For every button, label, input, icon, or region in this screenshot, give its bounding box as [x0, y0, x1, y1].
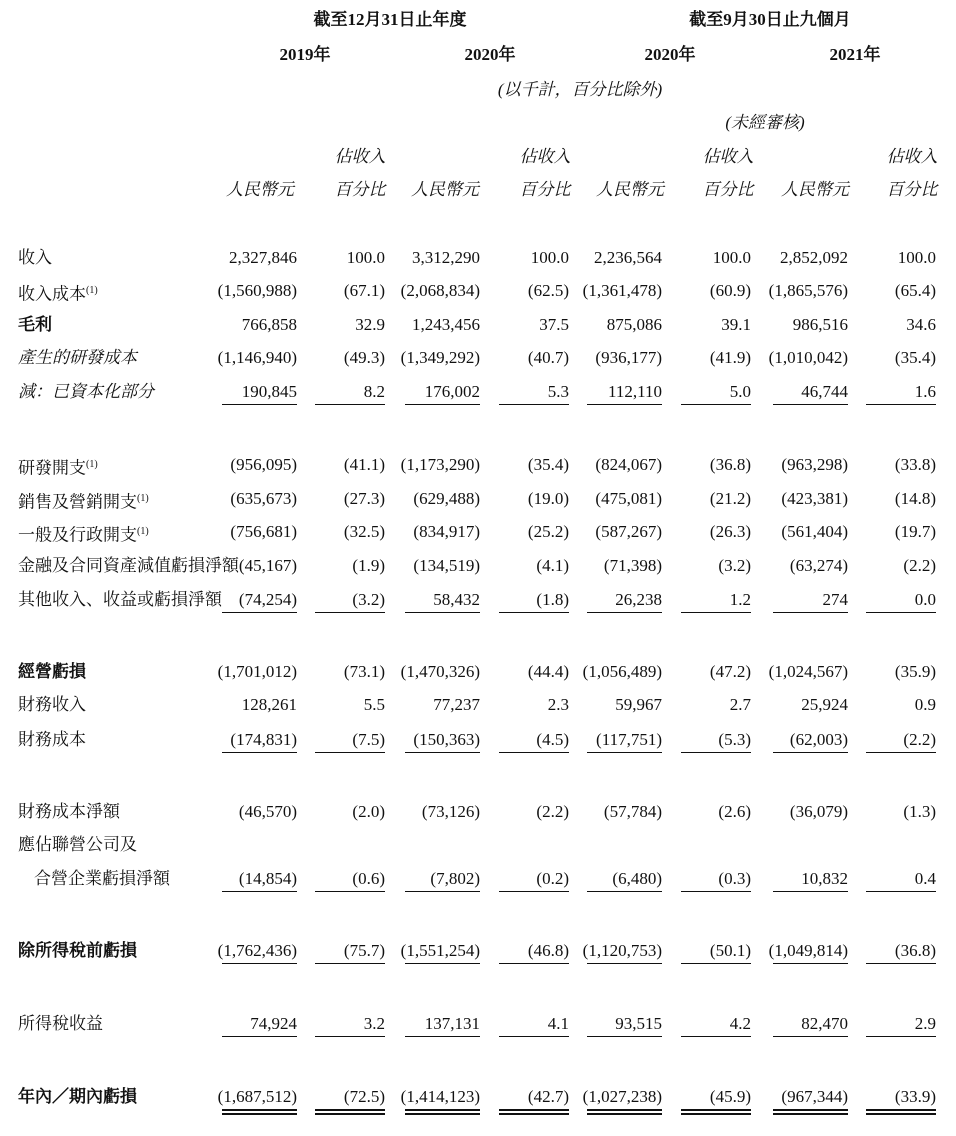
underline — [222, 963, 297, 964]
cell-amount: 26,238 — [615, 590, 662, 609]
underline — [222, 752, 297, 753]
footnote-marker: (1) — [137, 493, 149, 504]
cell-percent: (1.9) — [352, 556, 385, 575]
cell-percent: 0.0 — [914, 590, 936, 609]
underline — [866, 891, 936, 892]
footnote-marker: (1) — [86, 459, 98, 470]
cell-percent: 2.7 — [729, 695, 751, 714]
double-underline — [499, 1109, 569, 1115]
cell-percent: (35.9) — [894, 662, 936, 681]
cell-percent: 4.1 — [547, 1014, 569, 1033]
underline — [587, 404, 662, 405]
cell-percent: (60.9) — [709, 281, 751, 300]
cell-percent: (41.1) — [343, 455, 385, 474]
unit-note: (以千計，百分比除外) — [497, 80, 663, 99]
cell-amount: (587,267) — [595, 522, 662, 541]
row-label-text: 年內／期內虧損 — [18, 1087, 137, 1106]
cell-percent: 3.2 — [363, 1014, 385, 1033]
cell-amount: (1,056,489) — [582, 662, 662, 681]
underline — [499, 752, 569, 753]
cell-amount: 1,243,456 — [412, 315, 480, 334]
cell-percent: (27.3) — [343, 489, 385, 508]
cell-amount: (7,802) — [430, 869, 480, 888]
cell-amount: 58,432 — [433, 590, 480, 609]
cell-amount: 176,002 — [424, 382, 480, 401]
cell-percent: (32.5) — [343, 522, 385, 541]
double-underline — [773, 1109, 848, 1115]
cell-percent: (1.3) — [903, 802, 936, 821]
cell-amount: (936,177) — [595, 348, 662, 367]
cell-percent: 1.6 — [914, 382, 936, 401]
row-label — [18, 802, 120, 822]
cell-amount: (1,027,238) — [582, 1087, 662, 1106]
cell-amount: 2,852,092 — [780, 248, 848, 267]
cell-amount: (150,363) — [413, 730, 480, 749]
cell-amount: (1,701,012) — [217, 662, 297, 681]
underline — [405, 612, 480, 613]
underline — [681, 1036, 751, 1037]
underline — [587, 752, 662, 753]
cell-amount: (14,854) — [238, 869, 297, 888]
cell-percent: (4.5) — [536, 730, 569, 749]
period-header-nine-months: 截至9月30日止九個月 — [689, 10, 851, 29]
year-2019: 2019年 — [279, 45, 331, 64]
cell-amount: (1,049,814) — [768, 941, 848, 960]
underline — [587, 891, 662, 892]
cell-amount: (71,398) — [603, 556, 662, 575]
row-label-text: 合營企業虧損淨額 — [34, 869, 170, 888]
underline — [315, 752, 385, 753]
underline — [681, 891, 751, 892]
cell-percent: (4.1) — [536, 556, 569, 575]
row-label — [18, 835, 137, 855]
row-label — [18, 489, 149, 513]
col-header-rmb: 人民幣元 — [411, 180, 479, 199]
cell-amount: 74,924 — [250, 1014, 297, 1033]
row-label — [18, 730, 86, 750]
cell-percent: 34.6 — [906, 315, 936, 334]
row-label — [18, 315, 52, 335]
cell-percent: 32.9 — [355, 315, 385, 334]
cell-amount: 2,236,564 — [594, 248, 662, 267]
cell-percent: (62.5) — [527, 281, 569, 300]
underline — [499, 1036, 569, 1037]
underline — [222, 404, 297, 405]
row-label-text: 除所得稅前虧損 — [18, 941, 137, 960]
cell-percent: 0.9 — [914, 695, 936, 714]
underline — [681, 963, 751, 964]
cell-percent: (3.2) — [718, 556, 751, 575]
cell-percent: (21.2) — [709, 489, 751, 508]
cell-amount: 82,470 — [801, 1014, 848, 1033]
cell-amount: 875,086 — [606, 315, 662, 334]
cell-amount: (1,414,123) — [400, 1087, 480, 1106]
cell-amount: (1,560,988) — [217, 281, 297, 300]
cell-percent: (33.9) — [894, 1087, 936, 1106]
underline — [315, 612, 385, 613]
col-header-pct-line1: 佔收入 — [702, 147, 754, 166]
cell-percent: (42.7) — [527, 1087, 569, 1106]
row-label-text: 其他收入、收益或虧損淨額 — [18, 590, 222, 609]
cell-amount: 190,845 — [241, 382, 297, 401]
cell-amount: (62,003) — [789, 730, 848, 749]
cell-percent: (19.7) — [894, 522, 936, 541]
cell-amount: (134,519) — [413, 556, 480, 575]
cell-percent: 100.0 — [712, 248, 751, 267]
row-label-text: 銷售及營銷開支 — [18, 492, 137, 512]
cell-amount: (963,298) — [781, 455, 848, 474]
double-underline — [222, 1109, 297, 1115]
underline — [315, 1036, 385, 1037]
underline — [315, 891, 385, 892]
underline — [681, 404, 751, 405]
cell-amount: 128,261 — [241, 695, 297, 714]
cell-percent: (1.8) — [536, 590, 569, 609]
cell-percent: (33.8) — [894, 455, 936, 474]
cell-percent: (44.4) — [527, 662, 569, 681]
row-label — [18, 941, 137, 961]
underline — [866, 612, 936, 613]
col-header-rmb: 人民幣元 — [596, 180, 664, 199]
cell-amount: (2,068,834) — [400, 281, 480, 300]
underline — [405, 891, 480, 892]
row-label — [18, 248, 52, 268]
cell-amount: (561,404) — [781, 522, 848, 541]
row-label-text: 產生的研發成本 — [18, 348, 137, 367]
cell-amount: (475,081) — [595, 489, 662, 508]
double-underline — [587, 1109, 662, 1115]
cell-percent: (3.2) — [352, 590, 385, 609]
cell-amount: (1,551,254) — [400, 941, 480, 960]
underline — [499, 404, 569, 405]
year-2021: 2021年 — [829, 45, 881, 64]
cell-percent: (25.2) — [527, 522, 569, 541]
cell-amount: (73,126) — [421, 802, 480, 821]
cell-percent: (67.1) — [343, 281, 385, 300]
cell-amount: (36,079) — [789, 802, 848, 821]
underline — [773, 1036, 848, 1037]
row-label-text: 財務成本淨額 — [18, 802, 120, 821]
cell-percent: (35.4) — [527, 455, 569, 474]
cell-percent: (2.6) — [718, 802, 751, 821]
cell-amount: (834,917) — [413, 522, 480, 541]
cell-amount: 137,131 — [424, 1014, 480, 1033]
footnote-marker: (1) — [86, 285, 98, 296]
cell-amount: (1,146,940) — [217, 348, 297, 367]
underline — [681, 752, 751, 753]
row-label — [18, 695, 86, 715]
cell-amount: (6,480) — [612, 869, 662, 888]
underline — [866, 963, 936, 964]
cell-percent: 39.1 — [721, 315, 751, 334]
row-label-text: 減：已資本化部分 — [18, 382, 154, 401]
row-label-text: 收入 — [18, 248, 52, 267]
underline — [773, 404, 848, 405]
underline — [405, 963, 480, 964]
cell-percent: (47.2) — [709, 662, 751, 681]
unaudited-note: (未經審核) — [725, 113, 805, 132]
col-header-rmb: 人民幣元 — [781, 180, 849, 199]
cell-percent: (5.3) — [718, 730, 751, 749]
row-label-text: 毛利 — [18, 315, 52, 334]
cell-percent: (41.9) — [709, 348, 751, 367]
col-header-pct-line1: 佔收入 — [886, 147, 938, 166]
cell-amount: (74,254) — [238, 590, 297, 609]
cell-amount: 93,515 — [615, 1014, 662, 1033]
col-header-pct-line2: 百分比 — [702, 180, 754, 199]
double-underline — [315, 1109, 385, 1115]
cell-percent: 100.0 — [346, 248, 385, 267]
row-label-text: 金融及合同資產減值虧損淨額 — [18, 556, 239, 575]
cell-amount: (117,751) — [596, 730, 662, 749]
underline — [405, 752, 480, 753]
underline — [499, 612, 569, 613]
cell-amount: (1,762,436) — [217, 941, 297, 960]
cell-percent: 5.3 — [547, 382, 569, 401]
row-label — [18, 455, 98, 479]
cell-amount: (1,470,326) — [400, 662, 480, 681]
row-label — [18, 522, 149, 546]
year-2020-nine-months: 2020年 — [644, 45, 696, 64]
row-label-text: 一般及行政開支 — [18, 525, 137, 545]
underline — [499, 963, 569, 964]
cell-amount: (824,067) — [595, 455, 662, 474]
cell-amount: (46,570) — [238, 802, 297, 821]
row-label — [34, 869, 170, 889]
cell-percent: (50.1) — [709, 941, 751, 960]
cell-amount: 25,924 — [801, 695, 848, 714]
cell-amount: (956,095) — [230, 455, 297, 474]
cell-amount: (756,681) — [230, 522, 297, 541]
row-label — [18, 1014, 103, 1034]
cell-percent: (2.2) — [536, 802, 569, 821]
underline — [587, 963, 662, 964]
double-underline — [681, 1109, 751, 1115]
cell-amount: 46,744 — [801, 382, 848, 401]
year-2020-annual: 2020年 — [464, 45, 516, 64]
cell-percent: (0.2) — [536, 869, 569, 888]
cell-amount: (635,673) — [230, 489, 297, 508]
cell-amount: (57,784) — [603, 802, 662, 821]
cell-percent: 2.3 — [547, 695, 569, 714]
underline — [866, 752, 936, 753]
cell-amount: (1,120,753) — [582, 941, 662, 960]
underline — [315, 404, 385, 405]
underline — [222, 891, 297, 892]
cell-amount: 2,327,846 — [229, 248, 297, 267]
cell-amount: (63,274) — [789, 556, 848, 575]
cell-percent: 5.5 — [363, 695, 385, 714]
cell-percent: (36.8) — [894, 941, 936, 960]
underline — [405, 404, 480, 405]
cell-amount: 10,832 — [801, 869, 848, 888]
cell-amount: (1,361,478) — [582, 281, 662, 300]
col-header-pct-line2: 百分比 — [334, 180, 386, 199]
row-label — [18, 1087, 137, 1107]
underline — [499, 891, 569, 892]
cell-percent: 37.5 — [539, 315, 569, 334]
cell-amount: (174,831) — [230, 730, 297, 749]
cell-amount: (45,167) — [238, 556, 297, 575]
cell-amount: 112,110 — [608, 382, 662, 401]
cell-amount: (1,687,512) — [217, 1087, 297, 1106]
cell-amount: (1,010,042) — [768, 348, 848, 367]
cell-amount: 766,858 — [241, 315, 297, 334]
underline — [773, 752, 848, 753]
row-label-text: 應佔聯營公司及 — [18, 835, 137, 854]
cell-amount: (629,488) — [413, 489, 480, 508]
underline — [773, 612, 848, 613]
cell-percent: (72.5) — [343, 1087, 385, 1106]
underline — [222, 1036, 297, 1037]
cell-percent: (0.3) — [718, 869, 751, 888]
col-header-pct-line2: 百分比 — [519, 180, 571, 199]
underline — [773, 963, 848, 964]
cell-percent: (46.8) — [527, 941, 569, 960]
cell-percent: (2.0) — [352, 802, 385, 821]
cell-percent: (2.2) — [903, 730, 936, 749]
underline — [681, 612, 751, 613]
underline — [587, 612, 662, 613]
cell-percent: (35.4) — [894, 348, 936, 367]
row-label — [18, 662, 86, 682]
cell-amount: (967,344) — [781, 1087, 848, 1106]
cell-amount: 59,967 — [615, 695, 662, 714]
row-label-text: 所得稅收益 — [18, 1014, 103, 1033]
cell-percent: 100.0 — [897, 248, 936, 267]
cell-percent: (49.3) — [343, 348, 385, 367]
underline — [405, 1036, 480, 1037]
underline — [315, 963, 385, 964]
cell-percent: (75.7) — [343, 941, 385, 960]
cell-percent: (2.2) — [903, 556, 936, 575]
cell-percent: (40.7) — [527, 348, 569, 367]
footnote-marker: (1) — [137, 526, 149, 537]
row-label-text: 財務成本 — [18, 730, 86, 749]
cell-percent: 4.2 — [729, 1014, 751, 1033]
cell-amount: (1,173,290) — [400, 455, 480, 474]
cell-amount: (423,381) — [781, 489, 848, 508]
cell-percent: (36.8) — [709, 455, 751, 474]
cell-percent: 1.2 — [729, 590, 751, 609]
underline — [866, 404, 936, 405]
double-underline — [866, 1109, 936, 1115]
cell-percent: (7.5) — [352, 730, 385, 749]
cell-percent: (73.1) — [343, 662, 385, 681]
row-label-text: 經營虧損 — [18, 662, 86, 681]
cell-percent: 5.0 — [729, 382, 751, 401]
cell-amount: (1,024,567) — [768, 662, 848, 681]
cell-amount: 77,237 — [433, 695, 480, 714]
cell-percent: (19.0) — [527, 489, 569, 508]
col-header-pct-line1: 佔收入 — [334, 147, 386, 166]
col-header-rmb: 人民幣元 — [226, 180, 294, 199]
cell-amount: 3,312,290 — [412, 248, 480, 267]
period-header-annual: 截至12月31日止年度 — [313, 10, 467, 29]
cell-percent: 2.9 — [914, 1014, 936, 1033]
cell-percent: (14.8) — [894, 489, 936, 508]
double-underline — [405, 1109, 480, 1115]
row-label-text: 財務收入 — [18, 695, 86, 714]
cell-amount: 274 — [822, 590, 848, 609]
cell-percent: 100.0 — [530, 248, 569, 267]
row-label-text: 研發開支 — [18, 458, 86, 478]
row-label — [18, 281, 98, 305]
cell-percent: (26.3) — [709, 522, 751, 541]
underline — [773, 891, 848, 892]
underline — [866, 1036, 936, 1037]
cell-percent: (45.9) — [709, 1087, 751, 1106]
cell-percent: 8.2 — [363, 382, 385, 401]
cell-amount: (1,865,576) — [768, 281, 848, 300]
cell-percent: 0.4 — [914, 869, 936, 888]
row-label — [18, 348, 137, 368]
underline — [222, 612, 297, 613]
underline — [587, 1036, 662, 1037]
cell-percent: (65.4) — [894, 281, 936, 300]
row-label-text: 收入成本 — [18, 284, 86, 304]
col-header-pct-line1: 佔收入 — [519, 147, 571, 166]
cell-amount: 986,516 — [792, 315, 848, 334]
row-label — [18, 382, 154, 402]
cell-amount: (1,349,292) — [400, 348, 480, 367]
cell-percent: (0.6) — [352, 869, 385, 888]
col-header-pct-line2: 百分比 — [886, 180, 938, 199]
